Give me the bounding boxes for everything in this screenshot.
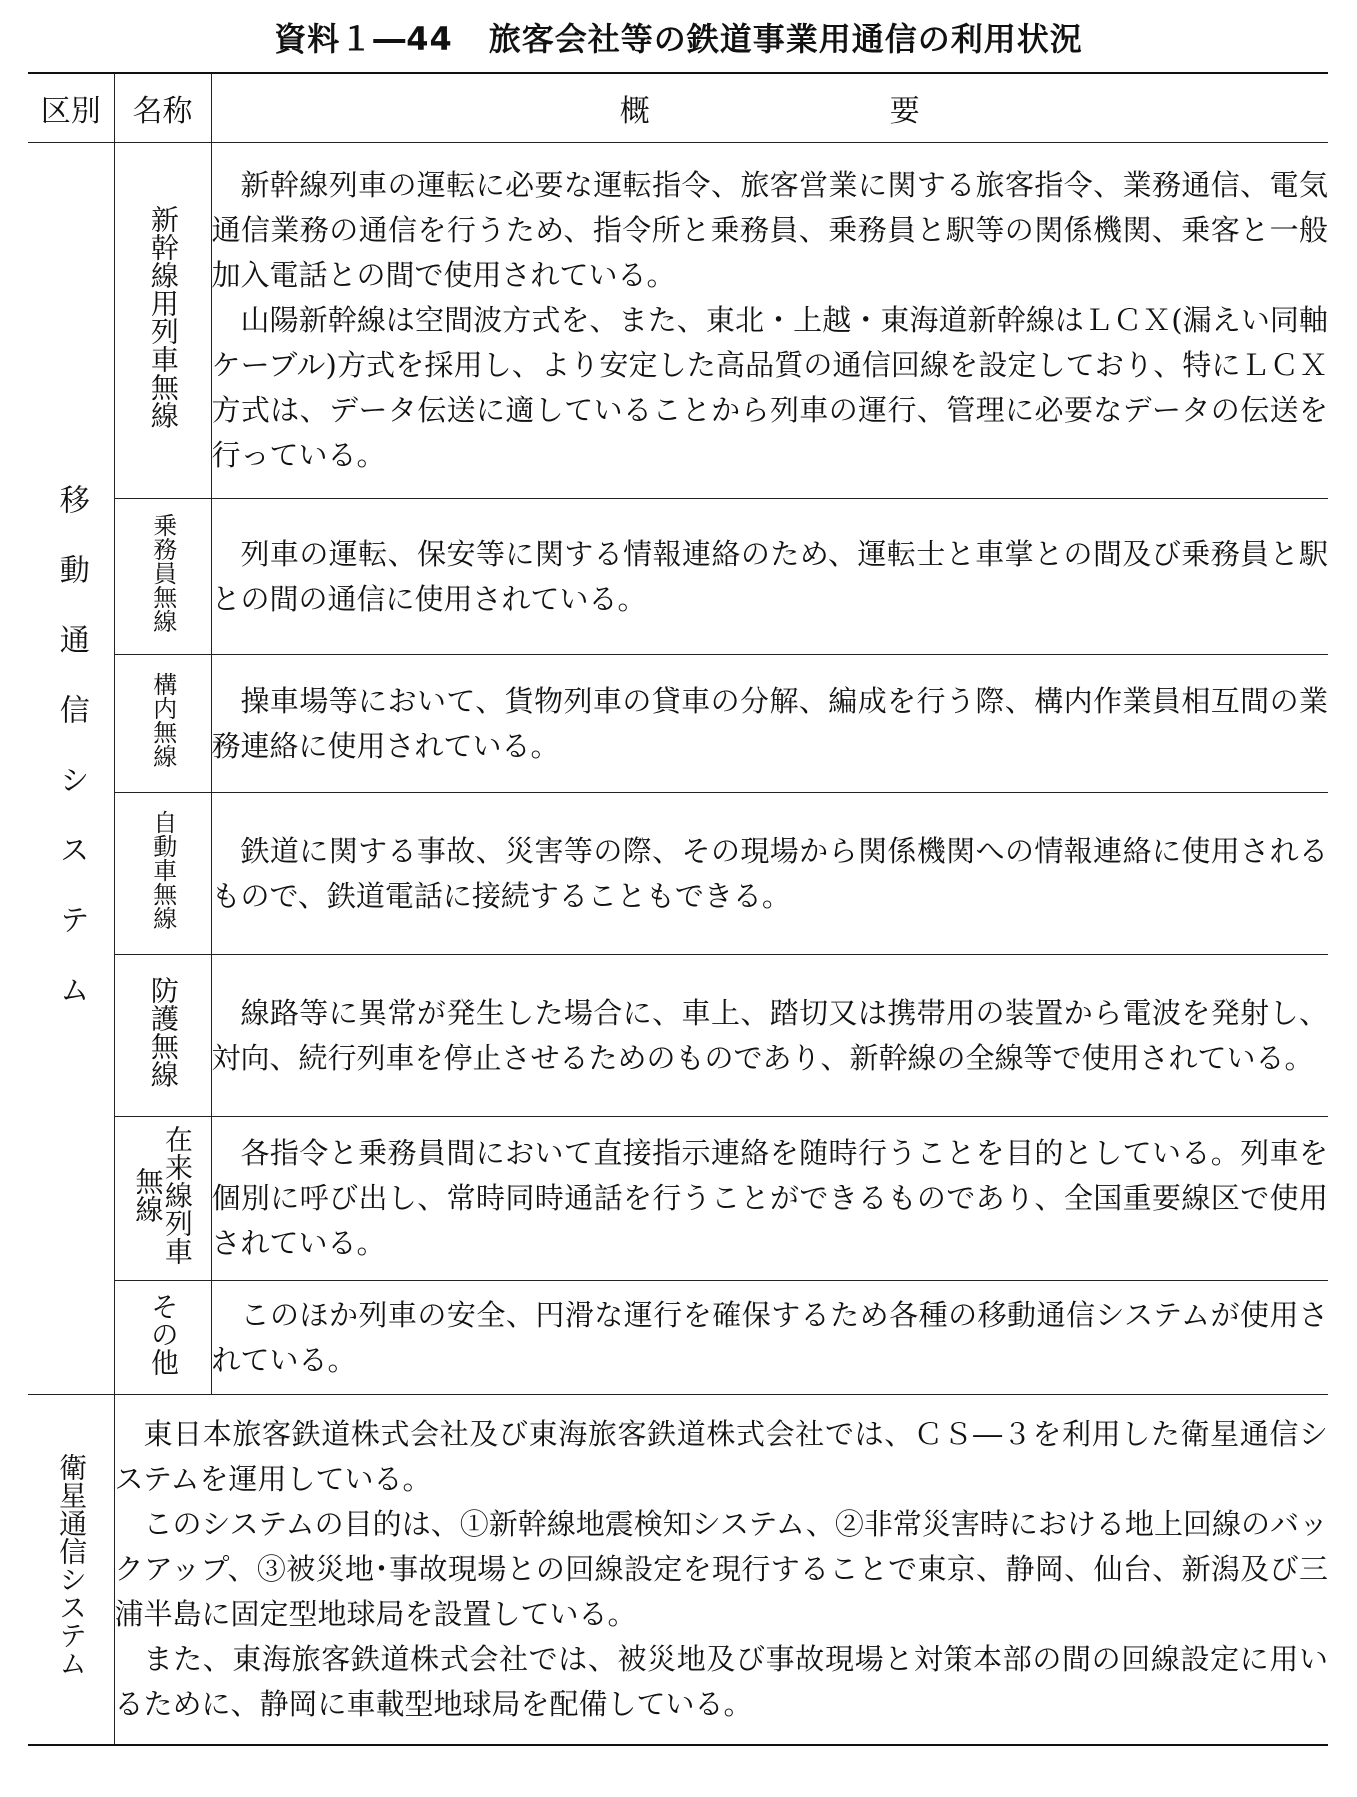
header-category: 区別 bbox=[28, 73, 114, 143]
row-other bbox=[28, 1281, 1328, 1395]
row-conventional-radio bbox=[28, 1117, 1328, 1281]
row-protection-radio bbox=[28, 955, 1328, 1117]
desc-cell: 列車の運転、保安等に関する情報連絡のため、運転士と車掌との間及び乗務員と駅との間の通信に使用されている。 bbox=[211, 499, 1328, 655]
name-cell: 在来線列車無線 bbox=[114, 1117, 211, 1281]
usage-table bbox=[28, 72, 1328, 1746]
category-satellite bbox=[28, 1395, 114, 1745]
header-name: 名称 bbox=[114, 73, 211, 143]
title-label: 資料１―44 bbox=[274, 20, 453, 58]
name-cell: 乗務員無線 bbox=[114, 499, 211, 655]
name-cell: 構内無線 bbox=[114, 655, 211, 793]
row-shinkansen-radio bbox=[28, 143, 1328, 499]
category-mobile bbox=[28, 143, 114, 1395]
desc-cell: このほか列車の安全、円滑な運行を確保するため各種の移動通信システムが使用されている。 bbox=[211, 1281, 1328, 1395]
desc-cell: 新幹線列車の運転に必要な運転指令、旅客営業に関する旅客指令、業務通信、電気通信業務の通信を行うため、指令所と乗務員、乗務員と駅等の関係機関、乗客と一般加入電話との間で使用されている。 山陽新幹線は空間波方式を、また、東北・上越・東海道新幹線はＬＣＸ(漏えい同軸ケーブル)方式を採用し、より安定した高品質の通信回線を設定しており、特にＬＣＸ方式は、データ伝送に適していることから列車の運行、管理に必要なデータの伝送を行っている。 bbox=[211, 143, 1328, 499]
satellite-desc-cell: 東日本旅客鉄道株式会社及び東海旅客鉄道株式会社では、ＣＳ―３を利用した衛星通信システムを運用している。 このシステムの目的は、①新幹線地震検知システム、②非常災害時における地上回線のバックアップ、③被災地･事故現場との回線設定を現行することで東京、静岡、仙台、新潟及び三浦半島に固定型地球局を設置している。 また、東海旅客鉄道株式会社では、被災地及び事故現場と対策本部の間の回線設定に用いるために、静岡に車載型地球局を配備している。 bbox=[114, 1395, 1328, 1745]
row-satellite bbox=[28, 1395, 1328, 1745]
page-title bbox=[0, 14, 1357, 60]
title-text: 旅客会社等の鉄道事業用通信の利用状況 bbox=[488, 20, 1083, 58]
desc-cell: 操車場等において、貨物列車の貸車の分解、編成を行う際、構内作業員相互間の業務連絡に使用されている。 bbox=[211, 655, 1328, 793]
row-vehicle-radio bbox=[28, 793, 1328, 955]
desc-cell: 各指令と乗務員間において直接指示連絡を随時行うことを目的としている。列車を個別に呼び出し、常時同時通話を行うことができるものであり、全国重要線区で使用されている。 bbox=[211, 1117, 1328, 1281]
desc-cell: 線路等に異常が発生した場合に、車上、踏切又は携帯用の装置から電波を発射し、対向、続行列車を停止させるためのものであり、新幹線の全線等で使用されている。 bbox=[211, 955, 1328, 1117]
header-overview: 概 要 bbox=[211, 73, 1328, 143]
row-crew-radio bbox=[28, 499, 1328, 655]
name-cell: その他 bbox=[114, 1281, 211, 1395]
category-satellite-label: 衛星通信システム bbox=[55, 1452, 89, 1677]
name-cell: 新幹線用列車無線 bbox=[114, 143, 211, 499]
category-mobile-label: 移動通信システム bbox=[53, 484, 89, 1044]
header-row bbox=[28, 73, 1328, 143]
row-yard-radio bbox=[28, 655, 1328, 793]
name-cell: 自動車無線 bbox=[114, 793, 211, 955]
name-cell: 防護無線 bbox=[114, 955, 211, 1117]
desc-cell: 鉄道に関する事故、災害等の際、その現場から関係機関への情報連絡に使用されるもので、鉄道電話に接続することもできる。 bbox=[211, 793, 1328, 955]
